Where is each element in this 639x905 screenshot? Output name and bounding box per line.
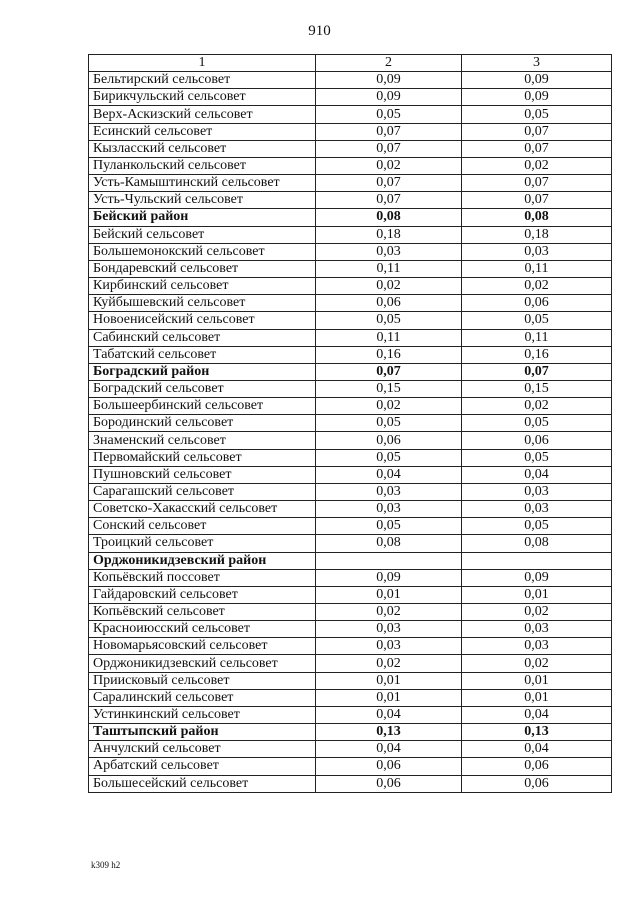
table-row <box>89 518 612 535</box>
value-col2-cell: 0,07 <box>316 192 462 209</box>
value-col2-cell: 0,03 <box>316 243 462 260</box>
table-row <box>89 260 612 277</box>
value-col3-cell: 0,02 <box>462 604 612 621</box>
value-col3-cell: 0,06 <box>462 432 612 449</box>
value-col2-cell: 0,06 <box>316 775 462 792</box>
value-col2-cell: 0,07 <box>316 123 462 140</box>
table-row <box>89 432 612 449</box>
value-col3-cell: 0,03 <box>462 243 612 260</box>
settlement-name-cell: Большемонокский сельсовет <box>89 243 316 260</box>
value-col3-cell: 0,07 <box>462 123 612 140</box>
table-body <box>89 72 612 793</box>
value-col3-cell: 0,11 <box>462 260 612 277</box>
settlement-name-cell: Кызласский сельсовет <box>89 140 316 157</box>
settlement-name-cell: Копьёвский сельсовет <box>89 604 316 621</box>
value-col2-cell: 0,11 <box>316 329 462 346</box>
value-col3-cell: 0,03 <box>462 501 612 518</box>
value-col2-cell: 0,16 <box>316 346 462 363</box>
table-row <box>89 758 612 775</box>
value-col3-cell: 0,03 <box>462 638 612 655</box>
table-row <box>89 775 612 792</box>
value-col3-cell: 0,16 <box>462 346 612 363</box>
table-row <box>89 689 612 706</box>
table-row <box>89 329 612 346</box>
table-row <box>89 72 612 89</box>
table-row <box>89 295 612 312</box>
settlement-name-cell: Знаменский сельсовет <box>89 432 316 449</box>
settlement-name-cell: Бородинский сельсовет <box>89 415 316 432</box>
district-row <box>89 209 612 226</box>
settlement-name-cell: Пушновский сельсовет <box>89 466 316 483</box>
value-col2-cell: 0,05 <box>316 312 462 329</box>
value-col2-cell: 0,05 <box>316 415 462 432</box>
value-col3-cell: 0,05 <box>462 518 612 535</box>
settlement-name-cell: Орджоникидзевский сельсовет <box>89 655 316 672</box>
value-col2-cell: 0,02 <box>316 278 462 295</box>
value-col3-cell: 0,04 <box>462 466 612 483</box>
value-col2-cell: 0,05 <box>316 449 462 466</box>
settlement-name-cell: Гайдаровский сельсовет <box>89 586 316 603</box>
settlement-name-cell: Арбатский сельсовет <box>89 758 316 775</box>
value-col2-cell: 0,05 <box>316 518 462 535</box>
table-row <box>89 278 612 295</box>
value-col3-cell: 0,02 <box>462 157 612 174</box>
settlement-name-cell: Советско-Хакасский сельсовет <box>89 501 316 518</box>
value-col2-cell: 0,18 <box>316 226 462 243</box>
table-row <box>89 569 612 586</box>
value-col3-cell: 0,07 <box>462 140 612 157</box>
settlement-name-cell: Саралинский сельсовет <box>89 689 316 706</box>
value-col2-cell: 0,07 <box>316 140 462 157</box>
value-col2-cell: 0,06 <box>316 758 462 775</box>
value-col3-cell: 0,07 <box>462 363 612 380</box>
settlement-name-cell: Куйбышевский сельсовет <box>89 295 316 312</box>
settlement-name-cell: Бельтирский сельсовет <box>89 72 316 89</box>
value-col3-cell: 0,09 <box>462 569 612 586</box>
value-col3-cell: 0,07 <box>462 192 612 209</box>
value-col3-cell <box>462 552 612 569</box>
value-col2-cell: 0,03 <box>316 621 462 638</box>
value-col2-cell: 0,03 <box>316 501 462 518</box>
value-col3-cell: 0,03 <box>462 483 612 500</box>
column-header-1: 1 <box>89 55 316 72</box>
settlement-name-cell: Копьёвский поссовет <box>89 569 316 586</box>
settlement-name-cell: Бирикчульский сельсовет <box>89 89 316 106</box>
value-col3-cell: 0,06 <box>462 758 612 775</box>
value-col2-cell: 0,06 <box>316 432 462 449</box>
table-row <box>89 672 612 689</box>
value-col2-cell: 0,07 <box>316 363 462 380</box>
table-row <box>89 466 612 483</box>
value-col2-cell: 0,02 <box>316 398 462 415</box>
data-table <box>88 54 612 793</box>
value-col2-cell: 0,02 <box>316 157 462 174</box>
settlement-name-cell: Орджоникидзевский район <box>89 552 316 569</box>
value-col3-cell: 0,02 <box>462 278 612 295</box>
value-col2-cell: 0,13 <box>316 724 462 741</box>
value-col2-cell: 0,05 <box>316 106 462 123</box>
settlement-name-cell: Есинский сельсовет <box>89 123 316 140</box>
settlement-name-cell: Кирбинский сельсовет <box>89 278 316 295</box>
value-col2-cell: 0,08 <box>316 535 462 552</box>
settlement-name-cell: Приисковый сельсовет <box>89 672 316 689</box>
table-row <box>89 483 612 500</box>
value-col2-cell: 0,04 <box>316 741 462 758</box>
value-col3-cell: 0,05 <box>462 415 612 432</box>
table-row <box>89 89 612 106</box>
settlement-name-cell: Бейский район <box>89 209 316 226</box>
table-row <box>89 380 612 397</box>
settlement-name-cell: Устинкинский сельсовет <box>89 706 316 723</box>
table-row <box>89 123 612 140</box>
settlement-name-cell: Табатский сельсовет <box>89 346 316 363</box>
settlement-name-cell: Усть-Камыштинский сельсовет <box>89 175 316 192</box>
value-col2-cell: 0,01 <box>316 689 462 706</box>
settlement-name-cell: Верх-Аскизский сельсовет <box>89 106 316 123</box>
value-col2-cell: 0,02 <box>316 604 462 621</box>
table-row <box>89 604 612 621</box>
value-col3-cell: 0,15 <box>462 380 612 397</box>
settlement-name-cell: Анчулский сельсовет <box>89 741 316 758</box>
value-col2-cell <box>316 552 462 569</box>
value-col3-cell: 0,09 <box>462 72 612 89</box>
table-row <box>89 706 612 723</box>
settlement-name-cell: Большеербинский сельсовет <box>89 398 316 415</box>
footer-code: k309 h2 <box>91 860 121 870</box>
settlement-name-cell: Сарагашский сельсовет <box>89 483 316 500</box>
table-row <box>89 243 612 260</box>
table-row <box>89 621 612 638</box>
settlement-name-cell: Бондаревский сельсовет <box>89 260 316 277</box>
value-col3-cell: 0,01 <box>462 586 612 603</box>
settlement-name-cell: Новомарьясовский сельсовет <box>89 638 316 655</box>
value-col3-cell: 0,02 <box>462 655 612 672</box>
table-row <box>89 140 612 157</box>
value-col3-cell: 0,11 <box>462 329 612 346</box>
settlement-name-cell: Пуланкольский сельсовет <box>89 157 316 174</box>
district-row <box>89 552 612 569</box>
table-row <box>89 157 612 174</box>
district-row <box>89 363 612 380</box>
value-col3-cell: 0,08 <box>462 209 612 226</box>
header-row <box>89 55 612 72</box>
value-col3-cell: 0,13 <box>462 724 612 741</box>
value-col3-cell: 0,09 <box>462 89 612 106</box>
value-col2-cell: 0,03 <box>316 483 462 500</box>
value-col2-cell: 0,01 <box>316 586 462 603</box>
value-col2-cell: 0,09 <box>316 72 462 89</box>
value-col3-cell: 0,02 <box>462 398 612 415</box>
settlement-name-cell: Новоенисейский сельсовет <box>89 312 316 329</box>
value-col3-cell: 0,05 <box>462 449 612 466</box>
value-col2-cell: 0,03 <box>316 638 462 655</box>
value-col2-cell: 0,01 <box>316 672 462 689</box>
value-col3-cell: 0,04 <box>462 741 612 758</box>
table-header <box>89 55 612 72</box>
table-row <box>89 398 612 415</box>
value-col3-cell: 0,18 <box>462 226 612 243</box>
table-row <box>89 535 612 552</box>
settlement-name-cell: Боградский район <box>89 363 316 380</box>
settlement-name-cell: Сабинский сельсовет <box>89 329 316 346</box>
value-col3-cell: 0,06 <box>462 295 612 312</box>
table-row <box>89 312 612 329</box>
table-row <box>89 415 612 432</box>
settlement-name-cell: Таштыпский район <box>89 724 316 741</box>
value-col2-cell: 0,09 <box>316 569 462 586</box>
column-header-3: 3 <box>462 55 612 72</box>
settlement-name-cell: Бейский сельсовет <box>89 226 316 243</box>
value-col2-cell: 0,04 <box>316 466 462 483</box>
table-row <box>89 449 612 466</box>
value-col3-cell: 0,05 <box>462 312 612 329</box>
value-col3-cell: 0,03 <box>462 621 612 638</box>
value-col3-cell: 0,07 <box>462 175 612 192</box>
settlement-name-cell: Боградский сельсовет <box>89 380 316 397</box>
table-row <box>89 226 612 243</box>
district-row <box>89 724 612 741</box>
value-col3-cell: 0,05 <box>462 106 612 123</box>
table-row <box>89 106 612 123</box>
value-col3-cell: 0,06 <box>462 775 612 792</box>
table-row <box>89 655 612 672</box>
value-col2-cell: 0,04 <box>316 706 462 723</box>
table-row <box>89 741 612 758</box>
value-col2-cell: 0,07 <box>316 175 462 192</box>
value-col2-cell: 0,09 <box>316 89 462 106</box>
table-row <box>89 501 612 518</box>
value-col2-cell: 0,11 <box>316 260 462 277</box>
table-row <box>89 586 612 603</box>
table-row <box>89 346 612 363</box>
value-col2-cell: 0,02 <box>316 655 462 672</box>
value-col3-cell: 0,04 <box>462 706 612 723</box>
value-col3-cell: 0,01 <box>462 689 612 706</box>
value-col3-cell: 0,08 <box>462 535 612 552</box>
settlement-name-cell: Красноиюсский сельсовет <box>89 621 316 638</box>
settlement-name-cell: Большесейский сельсовет <box>89 775 316 792</box>
settlement-name-cell: Первомайский сельсовет <box>89 449 316 466</box>
settlement-name-cell: Троицкий сельсовет <box>89 535 316 552</box>
column-header-2: 2 <box>316 55 462 72</box>
page-number: 910 <box>308 23 331 39</box>
value-col2-cell: 0,08 <box>316 209 462 226</box>
settlement-name-cell: Усть-Чульский сельсовет <box>89 192 316 209</box>
value-col2-cell: 0,06 <box>316 295 462 312</box>
table-row <box>89 175 612 192</box>
table-row <box>89 192 612 209</box>
value-col2-cell: 0,15 <box>316 380 462 397</box>
value-col3-cell: 0,01 <box>462 672 612 689</box>
settlement-name-cell: Сонский сельсовет <box>89 518 316 535</box>
table-row <box>89 638 612 655</box>
